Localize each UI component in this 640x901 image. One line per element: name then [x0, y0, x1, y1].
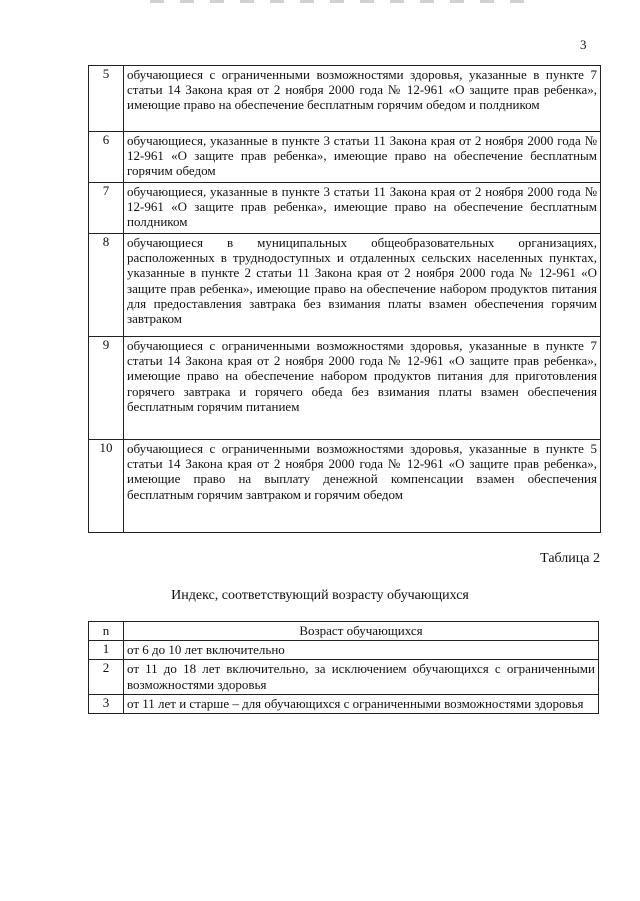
row-number: 8 — [89, 234, 124, 337]
table-row — [89, 234, 601, 337]
table-row — [89, 132, 601, 183]
table-heading: Индекс, соответствующий возрасту обучающихся — [171, 588, 469, 603]
row-text: обучающиеся с ограниченными возможностями здоровья, указанные в пункте 7 статьи 14 Закона края от 2 ноября 2000 года № 12-961 «О защите прав ребенка», имеющие право на обеспечение бесплатным горячим обедом и полдником — [124, 66, 601, 132]
row-number: 5 — [89, 66, 124, 132]
row-text: от 6 до 10 лет включительно — [124, 641, 599, 660]
page-number: 3 — [580, 37, 587, 52]
table-row — [89, 440, 601, 533]
row-number: 6 — [89, 132, 124, 183]
row-number: 3 — [89, 695, 124, 714]
table-row — [89, 660, 599, 695]
table-header-row — [89, 622, 599, 641]
row-number: 10 — [89, 440, 124, 533]
table-caption: Таблица 2 — [540, 551, 600, 566]
row-number: 7 — [89, 183, 124, 234]
age-index-table — [88, 621, 599, 714]
row-number: 2 — [89, 660, 124, 695]
header-n: n — [89, 622, 124, 641]
row-text: обучающиеся с ограниченными возможностями здоровья, указанные в пункте 5 статьи 14 Закона края от 2 ноября 2000 года № 12-961 «О защите прав ребенка», имеющие право на выплату денежной компенсации взамен обеспечения бесплатным горячим завтраком и горячим обедом — [124, 440, 601, 533]
table-row — [89, 66, 601, 132]
table-row — [89, 695, 599, 714]
row-number: 1 — [89, 641, 124, 660]
table-row — [89, 183, 601, 234]
row-text: обучающиеся с ограниченными возможностями здоровья, указанные в пункте 7 статьи 14 Закона края от 2 ноября 2000 года № 12-961 «О защите прав ребенка», имеющие право на обеспечение набором продуктов питания для приготовления горячего завтрака и горячего обеда без взимания платы взамен обеспечения бесплатным горячим питанием — [124, 337, 601, 440]
row-text: обучающиеся, указанные в пункте 3 статьи 11 Закона края от 2 ноября 2000 года № 12-961 «О защите прав ребенка», имеющие право на обеспечение бесплатным горячим обедом — [124, 132, 601, 183]
categories-table-continued — [88, 65, 601, 533]
table-row — [89, 641, 599, 660]
scan-artifact — [150, 0, 530, 3]
row-text: обучающиеся в муниципальных общеобразовательных организациях, расположенных в труднодоступных и отдаленных сельских населенных пунктах, указанные в пункте 2 статьи 11 Закона края от 2 ноября 2000 года № 12-961 «О защите прав ребенка», имеющие право на обеспечение набором продуктов питания для предоставления завтрака без взимания платы взамен обеспечения горячим завтраком — [124, 234, 601, 337]
row-number: 9 — [89, 337, 124, 440]
row-text: от 11 до 18 лет включительно, за исключением обучающихся с ограниченными возможностями здоровья — [124, 660, 599, 695]
header-age: Возраст обучающихся — [124, 622, 599, 641]
table-row — [89, 337, 601, 440]
row-text: обучающиеся, указанные в пункте 3 статьи 11 Закона края от 2 ноября 2000 года № 12-961 «О защите прав ребенка», имеющие право на обеспечение бесплатным полдником — [124, 183, 601, 234]
row-text: от 11 лет и старше – для обучающихся с ограниченными возможностями здоровья — [124, 695, 599, 714]
